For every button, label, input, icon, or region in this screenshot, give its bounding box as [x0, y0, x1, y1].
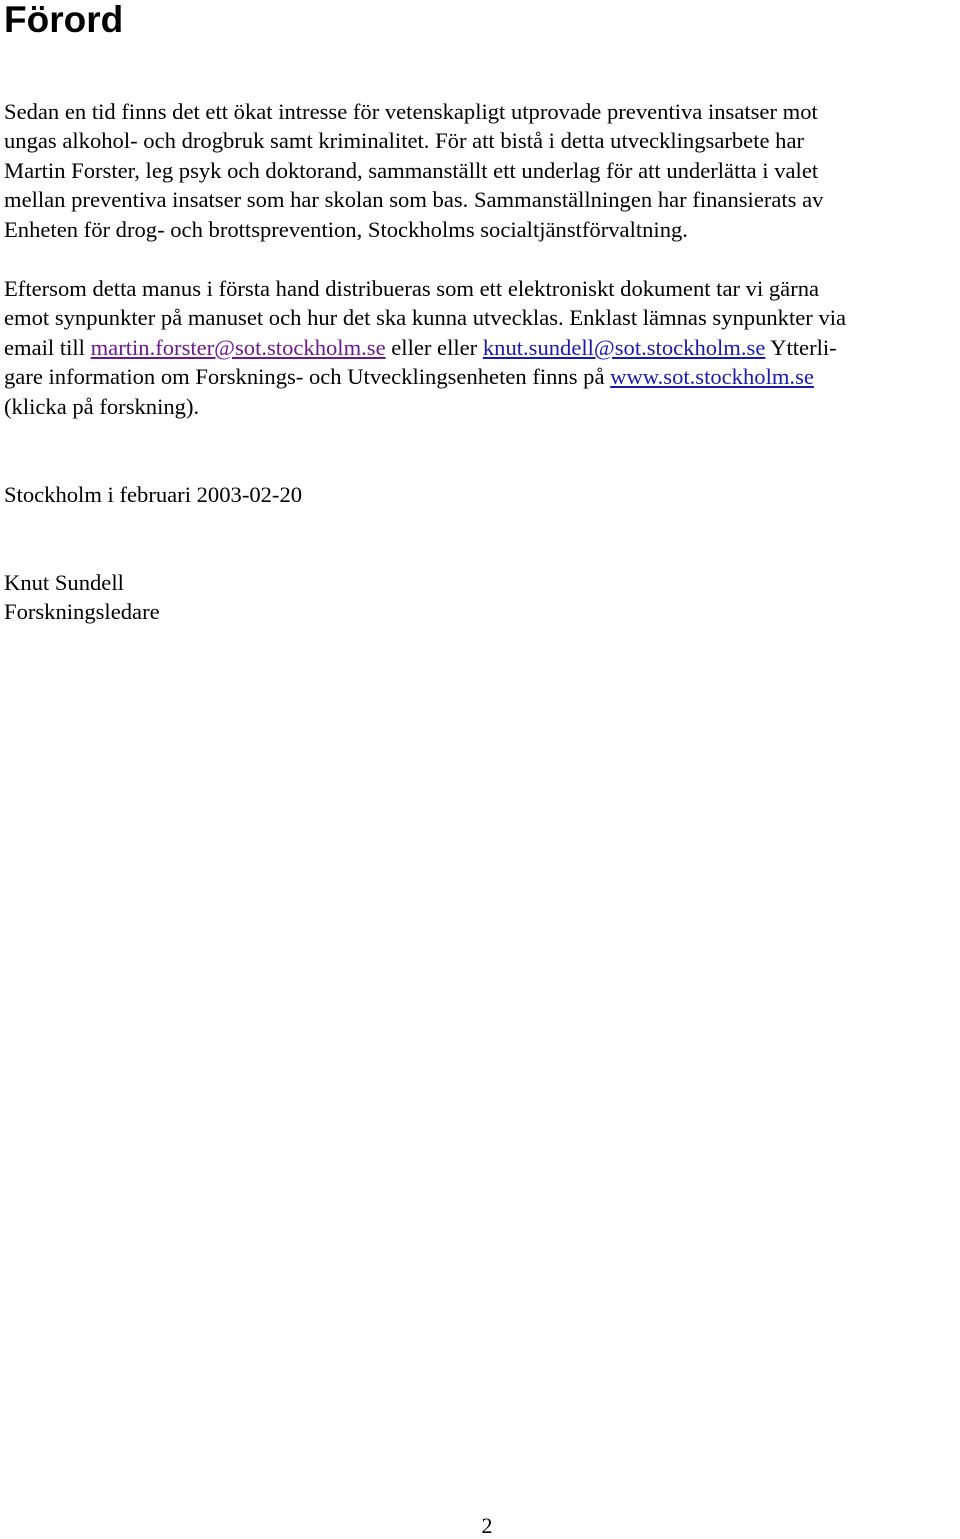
feedback-paragraph	[4, 274, 960, 421]
email-link-martin-forster[interactable]: martin.forster@sot.stockholm.se	[90, 334, 386, 360]
paragraph-line	[4, 333, 960, 362]
signature-block	[4, 568, 960, 627]
dateline-text: Stockholm i februari 2003-02-20	[4, 482, 303, 507]
page-number: 2	[481, 1513, 493, 1538]
page-title: Förord	[4, 0, 124, 40]
paragraph-line: Enheten för drog- och brottsprevention, Stockholms socialtjänstförvaltning.	[4, 216, 688, 242]
paragraph-line: emot synpunkter på manuset och hur det ska kunna utvecklas. Enklast lämnas synpunkter via	[4, 305, 847, 331]
intro-paragraph	[4, 97, 960, 244]
paragraph-line	[4, 362, 960, 391]
paragraph-line: ungas alkohol- och drogbruk samt kriminalitet. För att bistå i detta utvecklingsarbete har	[4, 128, 804, 154]
paragraph-line: Sedan en tid finns det ett ökat intresse för vetenskapligt utprovade preventiva insatser mot	[4, 99, 818, 124]
paragraph-line: Martin Forster, leg psyk och doktorand, sammanställt ett underlag för att underlätta i valet	[4, 157, 819, 183]
paragraph-line: Eftersom detta manus i första hand distribueras som ett elektroniskt dokument tar vi gärna	[4, 276, 820, 301]
website-link[interactable]: www.sot.stockholm.se	[610, 364, 814, 390]
email-link-knut-sundell[interactable]: knut.sundell@sot.stockholm.se	[482, 334, 766, 360]
paragraph-line: mellan preventiva insatser som har skolan som bas. Sammanställningen har finansierats av	[4, 187, 824, 213]
line-text: gare information om Forsknings- och Utvecklingsenheten finns på	[4, 364, 611, 390]
paragraph-line: (klicka på forskning).	[4, 393, 200, 419]
line-text: email till	[4, 334, 91, 360]
signature-title: Forskningsledare	[4, 599, 160, 625]
dateline	[4, 480, 960, 509]
line-text: eller eller	[385, 334, 483, 360]
line-text: Ytterli-	[765, 334, 837, 360]
signature-name: Knut Sundell	[4, 570, 124, 595]
